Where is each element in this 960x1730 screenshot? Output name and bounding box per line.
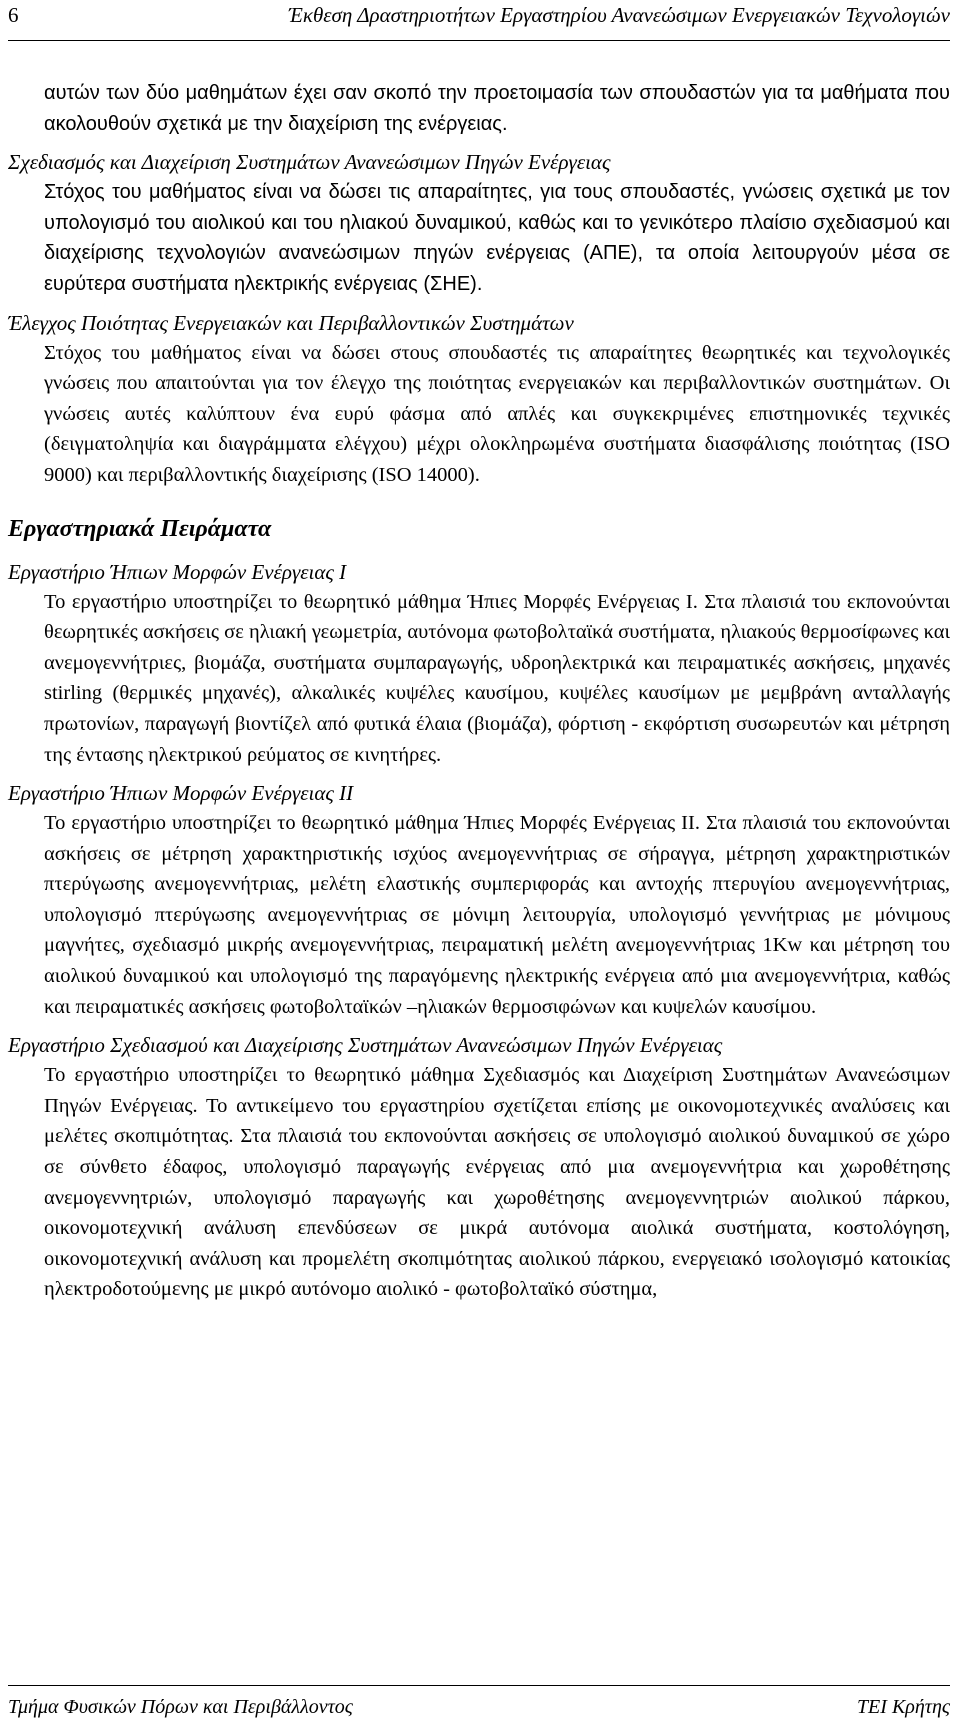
lab-description: Το εργαστήριο υποστηρίζει το θεωρητικό μάθημα Ήπιες Μορφές Ενέργειας ΙΙ. Στα πλαισιά του εκπονούνται ασκήσεις σε μέτρηση χαρακτηριστικής ισχύος ανεμογεννήτριας σε σήραγγα, μέτρηση χαρακτηριστικών πτερύγωσης ανεμογεννήτριας, μελέτη ελαστικής συμπεριφοράς και αντοχής πτερυγίου ανεμογεννήτριας, υπολογισμό πτερύγωσης ανεμογεννήτριας σε μόνιμη λειτουργία, υπολογισμό γεννήτριας με μόνιμους μαγνήτες, σχεδιασμό μικρής ανεμογεννήτριας, πειραματική μελέτη ανεμογεννήτριας 1Kw και μέτρηση του αιολικού δυναμικού και υπολογισμό της παραγόμενης ηλεκτρικής ενέργεια από μια ανεμογεννήτρια, καθώς και πειραματικές ασκήσεις φωτοβολταϊκών –ηλιακών θερμοσιφώνων και κυψελών καυσίμου. <box>44 812 950 1018</box>
course-title: Σχεδιασμός και Διαχείριση Συστημάτων Ανανεώσιμων Πηγών Ενέργειας <box>8 150 611 175</box>
intro-paragraph: αυτών των δύο μαθημάτων έχει σαν σκοπό την προετοιμασία των σπουδαστών για τα μαθήματα που ακολουθούν σχετικά με την διαχείριση της ενέργειας. <box>44 82 950 135</box>
lab-title: Εργαστήριο Σχεδιασμού και Διαχείρισης Συστημάτων Ανανεώσιμων Πηγών Ενέργειας <box>8 1033 723 1058</box>
department-name: Τμήμα Φυσικών Πόρων και Περιβάλλοντος <box>8 1696 353 1718</box>
lab-title: Εργαστήριο Ήπιων Μορφών Ενέργειας Ι <box>8 559 347 584</box>
page-content <box>8 78 950 1305</box>
page-footer <box>8 1685 950 1730</box>
course-description: Στόχος του μαθήματος είναι να δώσει τις απαραίτητες, για τους σπουδαστές, γνώσεις σχετικά με τον υπολογισμό του αιολικού και του ηλιακού δυναμικού, καθώς και το γενικότερο πλαίσιο σχεδιασμού και διαχείρισης τεχνολογιών ανανεώσιμων πηγών ενέργειας (ΑΠΕ), τα οποία λειτουργούν μέσα σε ευρύτερα συστήματα ηλεκτρικής ενέργειας (ΣΗΕ). <box>44 181 950 295</box>
lab-title: Εργαστήριο Ήπιων Μορφών Ενέργειας ΙΙ <box>8 781 354 806</box>
page-number: 6 <box>8 3 19 27</box>
running-title: Έκθεση Δραστηριοτήτων Εργαστηρίου Ανανεώσιμων Ενεργειακών Τεχνολογιών <box>288 3 950 27</box>
lab-description: Το εργαστήριο υποστηρίζει το θεωρητικό μάθημα Ήπιες Μορφές Ενέργειας Ι. Στα πλαισιά του εκπονούνται θεωρητικές ασκήσεις σε ηλιακή γεωμετρία, αυτόνομα φωτοβολταϊκά συστήματα, ηλιακούς θερμοσίφωνες και ανεμογεννήτριες, βιομάζα, συστήματα συμπαραγωγής, υδροηλεκτρικά και πειραματικές ασκήσεις, μηχανές stirling (θερμικές μηχανές), αλκαλικές κυψέλες καυσίμου, κυψέλες καυσίμων με μεμβράνη ανταλλαγής πρωτονίων, παραγωγή βιοντίζελ από φυτικά έλαια (βιομάζα), φόρτιση - εκφόρτιση συσωρευτών και μέτρηση της έντασης ηλεκτρικού ρεύματος σε κινητήρες. <box>44 590 950 766</box>
course-title: Έλεγχος Ποιότητας Ενεργειακών και Περιβαλλοντικών Συστημάτων <box>8 310 574 335</box>
lab-description: Το εργαστήριο υποστηρίζει το θεωρητικό μάθημα Σχεδιασμός και Διαχείριση Συστημάτων Ανανεώσιμων Πηγών Ενέργειας. Το αντικείμενο του εργαστηρίου σχετίζεται επίσης με οικονομοτεχνικές αναλύσεις και μελέτες σκοπιμότητας. Στα πλαισιά του εκπονούνται ασκήσεις σε υπολογισμό αιολικού δυναμικού σε χώρο σε σύνθετο έδαφος, υπολογισμό παραγωγής ενέργειας από μια ανεμογεννήτρια και χωροθέτησης ανεμογεννητριών, υπολογισμό παραγωγής και χωροθέτησης ανεμογεννητριών αιολικού πάρκου, οικονομοτεχνική ανάλυση επενδύσεων σε μικρά αυτόνομα αιολικά συστήματα, κοστολόγηση, οικονομοτεχνική ανάλυση και προμελέτη σκοπιμότητας αιολικού πάρκου, ενεργειακό ισολογισμό κατοικίας ηλεκτροδοτούμενης με μικρό αυτόνομο αιολικό - φωτοβολταϊκό σύστημα, <box>44 1064 950 1301</box>
course-description: Στόχος του μαθήματος είναι να δώσει στους σπουδαστές τις απαραίτητες θεωρητικές και τεχνολογικές γνώσεις που απαιτούνται για τον έλεγχο της ποιότητας ενεργειακών και περιβαλλοντικών συστημάτων. Οι γνώσεις αυτές καλύπτουν ένα ευρύ φάσμα από απλές και συγκεκριμένες επιστημονικές τεχνικές (δειγματοληψία και διαγράμματα ελέγχου) μέχρι ολοκληρωμένα συστήματα διασφάλισης ποιότητας (ISO 9000) και περιβαλλοντικής διαχείρισης (ISO 14000). <box>44 341 950 486</box>
section-heading: Εργαστηριακά Πειράματα <box>8 515 272 542</box>
institution-name: ΤΕΙ Κρήτης <box>856 1696 950 1718</box>
page-header <box>8 0 950 41</box>
